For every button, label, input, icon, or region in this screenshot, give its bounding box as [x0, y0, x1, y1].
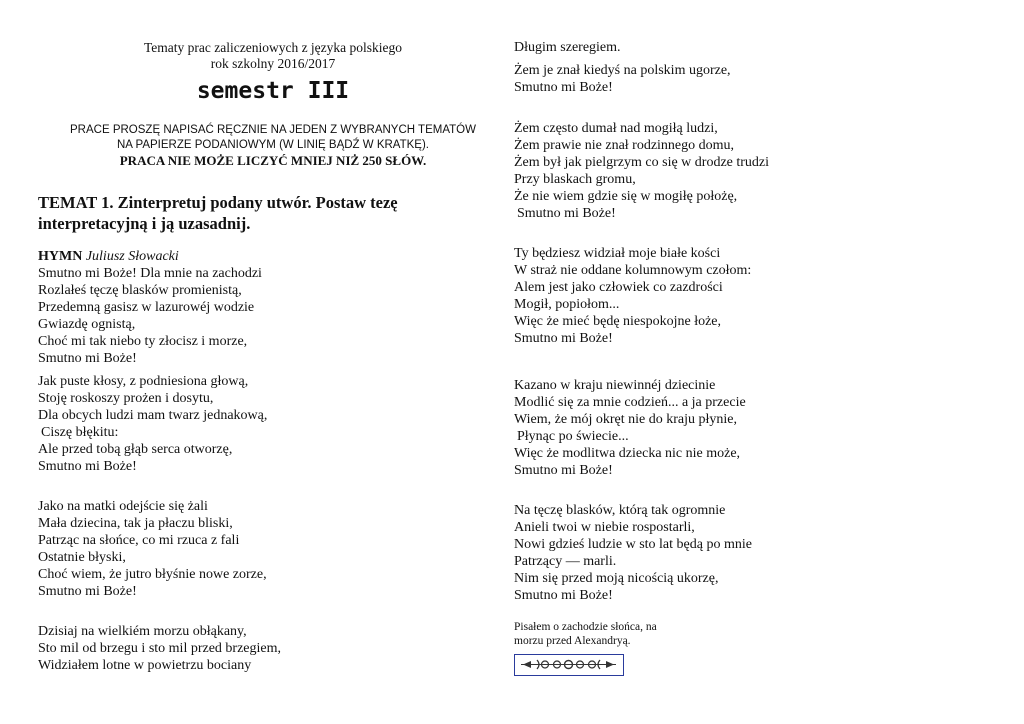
poem-line: W straż nie oddane kolumnowym czołom: [514, 263, 752, 278]
header-line-1: Tematy prac zaliczeniowych z języka polskiego [143, 40, 403, 55]
poem-line: Gwiazdę ognistą, [38, 317, 136, 332]
poem-line: Więc że mieć będę niespokojne łoże, [514, 314, 722, 329]
poem-line: Smutno mi Boże! Dla mnie na zachodzi [38, 266, 262, 281]
poem-line: Smutno mi Boże! [514, 80, 613, 95]
poem-line: Żem był jak pielgrzym co się w drodze trudzi [514, 155, 770, 170]
poem-line: Patrząc na słońce, co mi rzuca z fali [38, 533, 240, 548]
instruction-line-1: PRACE PROSZĘ NAPISAĆ RĘCZNIE NA JEDEN Z WYBRANYCH TEMATÓW [70, 124, 476, 136]
poem-line: Patrzący — marli. [514, 554, 617, 569]
footnote-line: Pisałem o zachodzie słońca, na [514, 621, 657, 633]
poem-line: Mogił, popiołom... [514, 297, 620, 312]
poem-line: Smutno mi Boże! [517, 206, 616, 221]
poem-line: Choć mi tak niebo ty złocisz i morze, [38, 334, 248, 349]
poem-line: Smutno mi Boże! [514, 463, 613, 478]
poem-line: Dla obcych ludzi mam twarz jednakową, [38, 408, 268, 423]
ornament-icon [514, 654, 624, 676]
poem-line: Ostatnie błyski, [38, 550, 126, 565]
poem-line: Smutno mi Boże! [38, 584, 137, 599]
poem-line: Długim szeregiem. [514, 40, 621, 55]
poem-line: Dzisiaj na wielkiém morzu obłąkany, [38, 624, 247, 639]
poem-line: Mała dziecina, tak ja płaczu bliski, [38, 516, 233, 531]
poem-line: Ale przed tobą głąb serca otworzę, [38, 442, 233, 457]
poem-line: Widziałem lotne w powietrzu bociany [38, 658, 252, 673]
instruction-line-2: NA PAPIERZE PODANIOWYM (W LINIĘ BĄDŹ W KRATKĘ). [116, 139, 430, 151]
semester-title: semestr III [196, 78, 350, 104]
poem-line: Płynąc po świecie... [517, 429, 629, 444]
poem-line: Anieli twoi w niebie rospostarli, [514, 520, 695, 535]
poem-line: Nowi gdzieś ludzie w sto lat będą po mnie [514, 537, 752, 552]
instruction-line-3: PRACA NIE MOŻE LICZYĆ MNIEJ NIŻ 250 SŁÓW. [119, 153, 427, 168]
poem-line: Smutno mi Boże! [514, 331, 613, 346]
poem-line: Modlić się za mnie codzień... a ja przecie [514, 395, 746, 410]
poem-line: Na tęczę blasków, którą tak ogromnie [514, 503, 726, 518]
poem-line: Jako na matki odejście się żali [38, 499, 208, 514]
poem-line: Żem prawie nie znał rodzinnego domu, [514, 138, 735, 153]
poem-line: Smutno mi Boże! [38, 459, 137, 474]
footnote-line: morzu przed Alexandryą. [514, 635, 631, 647]
poem-title: HYMN [38, 249, 83, 264]
poem-line: Przy blaskach gromu, [514, 172, 636, 187]
poem-line: Stoję roskoszy prożen i dosytu, [38, 391, 214, 406]
poem-author: Juliusz Słowacki [85, 249, 179, 264]
poem-line: Sto mil od brzegu i sto mil przed brzegiem, [38, 641, 282, 656]
poem-line: Rozlałeś tęczę blasków promienistą, [38, 283, 242, 298]
poem-line: Nim się przed moją nicością ukorzę, [514, 571, 719, 586]
poem-line: Żem je znał kiedyś na polskim ugorze, [514, 63, 731, 78]
poem-line: Że nie wiem gdzie się w mogiłę położę, [514, 189, 738, 204]
poem-line: Jak puste kłosy, z podniesiona głową, [38, 374, 249, 389]
poem-line: Alem jest jako człowiek co zazdrości [514, 280, 723, 295]
task-line-1: TEMAT 1. Zinterpretuj podany utwór. Postaw tezę [38, 193, 398, 212]
poem-line: Smutno mi Boże! [38, 351, 137, 366]
poem-heading [38, 248, 179, 265]
poem-line: Ty będziesz widział moje białe kości [514, 246, 721, 261]
poem-line: Żem często dumał nad mogiłą ludzi, [514, 121, 718, 136]
header-line-2: rok szkolny 2016/2017 [210, 56, 336, 71]
poem-line: Choć wiem, że jutro błyśnie nowe zorze, [38, 567, 267, 582]
poem-line: Więc że modlitwa dziecka nic nie może, [514, 446, 741, 461]
poem-line: Ciszę błękitu: [41, 425, 119, 440]
poem-line: Przedemną gasisz w lazurowéj wodzie [38, 300, 255, 315]
task-line-2: interpretacyjną i ją uzasadnij. [38, 214, 251, 233]
poem-line: Kazano w kraju niewinnéj dziecinie [514, 378, 716, 393]
poem-line: Wiem, że mój okręt nie do kraju płynie, [514, 412, 737, 427]
poem-line: Smutno mi Boże! [514, 588, 613, 603]
